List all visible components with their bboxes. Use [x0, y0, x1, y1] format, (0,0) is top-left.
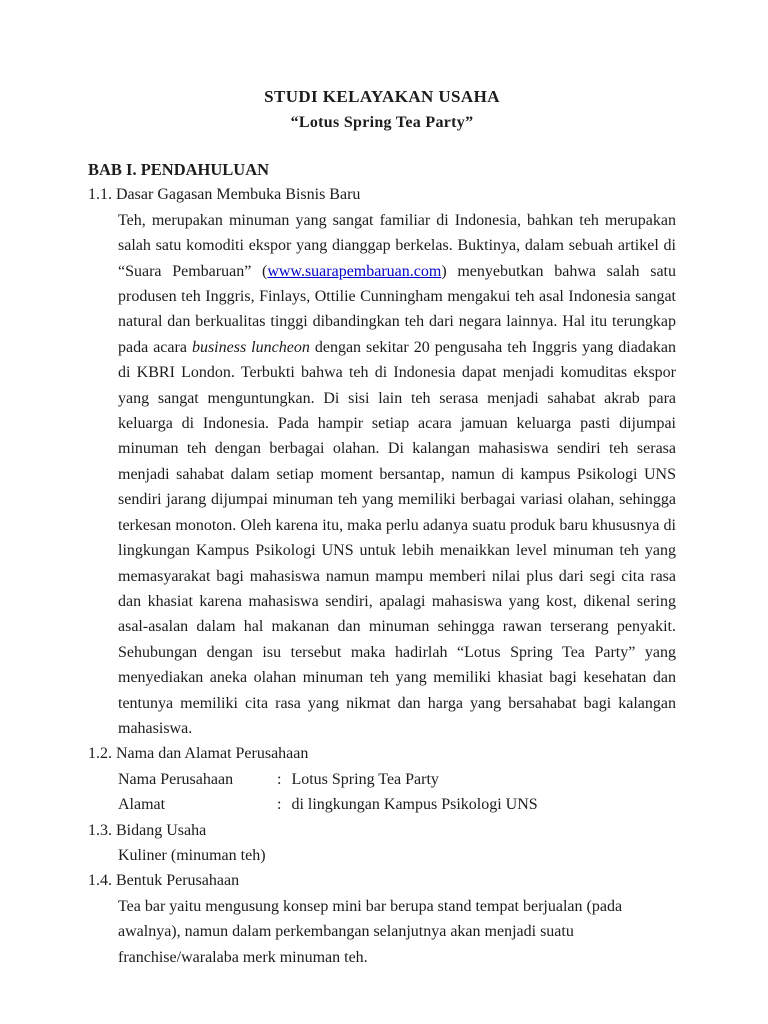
section-1-4-body: Tea bar yaitu mengusung konsep mini bar berupa stand tempat berjualan (pada awalnya), namun dalam perkembangan selanjutnya akan menjadi suatu franchise/waralaba merk minuman teh. — [118, 897, 623, 966]
company-name-row — [118, 767, 676, 792]
section-1-1-paragraph — [118, 208, 676, 742]
section-1-1-heading: 1.1. Dasar Gagasan Membuka Bisnis Baru — [88, 186, 361, 204]
company-name-separator: : — [277, 770, 282, 788]
paragraph-text-before-link: Teh, merupakan minuman yang sangat familiar di Indonesia, bahkan teh merupakan salah satu komoditi ekspor yang dianggap berkelas. Buktinya, dalam sebuah artikel di “Suara Pembaruan” ( — [118, 211, 676, 280]
company-address-row — [118, 792, 676, 817]
section-1-3-heading: 1.3. Bidang Usaha — [88, 821, 207, 839]
suarapembaruan-link[interactable]: www.suarapembaruan.com — [267, 262, 442, 280]
company-address-value: di lingkungan Kampus Psikologi UNS — [291, 796, 538, 814]
section-1-4-heading: 1.4. Bentuk Perusahaan — [88, 872, 240, 890]
company-address-separator: : — [277, 796, 282, 814]
italic-phrase-business-luncheon: business luncheon — [191, 338, 310, 356]
document-title: STUDI KELAYAKAN USAHA — [264, 87, 500, 106]
paragraph-text-after-italic: dengan sekitar 20 pengusaha teh Inggris yang diadakan di KBRI London. Terbukti bahwa teh di Indonesia dapat menjadi komuditas ekspor yang sangat menguntungkan. Di sisi lain teh serasa menjadi sahabat akrab para keluarga di Indonesia. Pada hampir setiap acara jamuan keluarga pasti dijumpai minuman teh dengan berbagai olahan. Di kalangan mahasiswa sendiri teh serasa menjadi sahabat dalam setiap moment bersantap, namun di kampus Psikologi UNS sendiri jarang dijumpai minuman teh yang memiliki berbagai variasi olahan, sehingga terkesan monoton. Oleh karena itu, maka perlu adanya suatu produk baru khususnya di lingkungan Kampus Psikologi UNS untuk lebih menaikkan level minuman teh yang memasyarakat bagi mahasiswa namun mampu memberi nilai plus dari segi cita rasa dan khasiat karena mahasiswa sendiri, apalagi mahasiswa yang kost, dikenal sering asal-asalan dalam hal makanan dan minuman sehingga rawan terserang penyakit. Sehubungan dengan isu tersebut maka hadirlah “Lotus Spring Tea Party” yang menyediakan aneka olahan minuman teh yang memiliki khasiat bagi kesehatan dan tentunya memiliki cita rasa yang nikmat dan harga yang bersahabat bagi kalangan mahasiswa. — [118, 338, 677, 737]
document-header — [88, 84, 676, 136]
section-1-3-body: Kuliner (minuman teh) — [118, 846, 266, 864]
section-1-2-heading: 1.2. Nama dan Alamat Perusahaan — [88, 745, 309, 763]
document-subtitle: “Lotus Spring Tea Party” — [290, 114, 474, 131]
company-name-label: Nama Perusahaan — [118, 770, 234, 788]
company-address-label: Alamat — [118, 796, 166, 814]
paragraph-text-after-link: ) menyebutkan bahwa salah satu produsen teh Inggris, Finlays, Ottilie Cunningham mengakui teh asal Indonesia sangat natural dan berkualitas tinggi dibandingkan teh dari negara lainnya. Hal itu terungkap pada acara — [118, 262, 676, 356]
company-name-value: Lotus Spring Tea Party — [291, 770, 439, 788]
chapter-heading: BAB I. PENDAHULUAN — [88, 160, 270, 179]
